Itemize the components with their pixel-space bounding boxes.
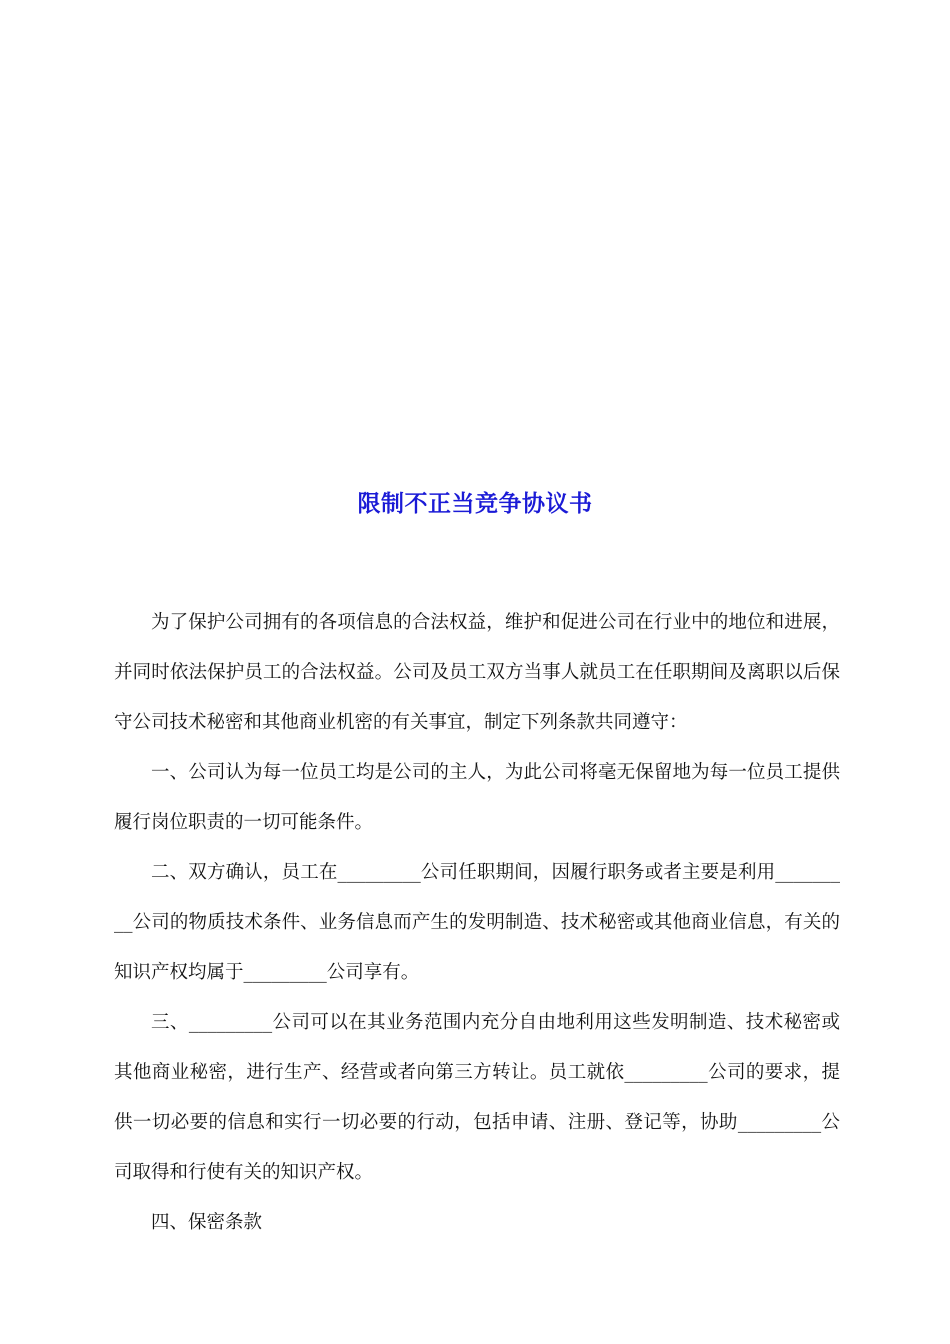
paragraph-clause-1: 一、公司认为每一位员工均是公司的主人，为此公司将毫无保留地为每一位员工提供履行岗位职责的一切可能条件。 (114, 762, 840, 833)
paragraph-clause-4-heading: 四、保密条款 (151, 1212, 263, 1233)
paragraph-intro: 为了保护公司拥有的各项信息的合法权益，维护和促进公司在行业中的地位和进展，并同时依法保护员工的合法权益。公司及员工双方当事人就员工在任职期间及离职以后保守公司技术秘密和其他商业机密的有关事宜，制定下列条款共同遵守： (114, 612, 840, 733)
document-body (114, 598, 840, 1248)
paragraph-clause-3: 三、_________公司可以在其业务范围内充分自由地利用这些发明制造、技术秘密或其他商业秘密，进行生产、经营或者向第三方转让。员工就依_________公司的要求，提供一切必要的信息和实行一切必要的行动，包括申请、注册、登记等，协助_________公司取得和行使有关的知识产权。 (114, 1012, 840, 1183)
paragraph-clause-2: 二、双方确认，员工在_________公司任职期间，因履行职务或者主要是利用_________公司的物质技术条件、业务信息而产生的发明制造、技术秘密或其他商业信息，有关的知识产权均属于_________公司享有。 (114, 862, 840, 983)
document-title: 限制不正当竞争协议书 (357, 491, 593, 517)
